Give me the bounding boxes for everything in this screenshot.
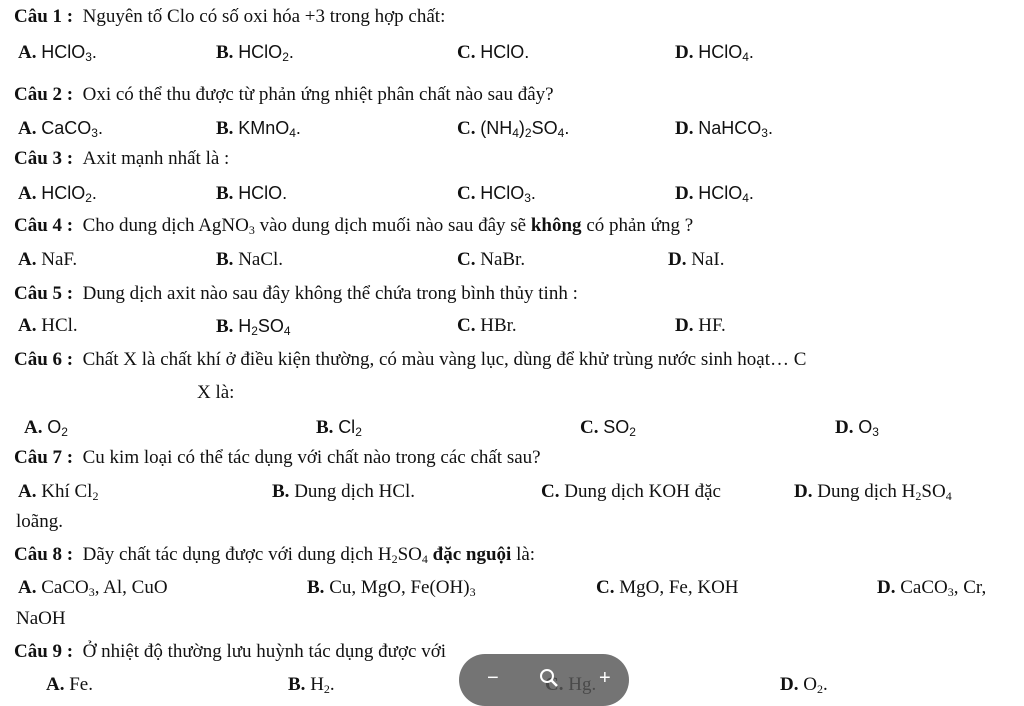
option-8-wrap: NaOH — [16, 608, 66, 629]
option-4c: C. NaBr. — [457, 249, 526, 270]
option-7b: B. Dung dịch HCl. — [272, 481, 416, 502]
question-6-continuation: X là: — [197, 382, 235, 403]
zoom-control — [459, 654, 629, 706]
option-1a: A. HClO$_3$. — [18, 42, 97, 64]
option-8d: D. CaCO$_3$, Cr, — [877, 577, 987, 599]
option-7d: D. Dung dịch $H_2SO_4$ — [794, 481, 952, 503]
option-5c: C. HBr. — [457, 315, 517, 336]
option-4a: A. NaF. — [18, 249, 78, 270]
option-5a: A. HCl. — [18, 315, 78, 336]
option-3b: B. HClO. — [216, 183, 288, 204]
option-4d: D. NaI. — [668, 249, 725, 270]
option-6c: C. $SO_2$ — [580, 417, 636, 439]
option-8a: A. CaCO$_3$, Al, CuO — [18, 577, 168, 599]
option-4b: B. NaCl. — [216, 249, 284, 270]
zoom-in-button[interactable]: + — [599, 667, 611, 689]
option-9a: A. Fe. — [46, 674, 93, 695]
option-6a: A. $O_2$ — [24, 417, 68, 439]
question-text: Nguyên tố Clo có số oxi hóa +3 trong hợp chất: — [82, 6, 446, 27]
zoom-out-button[interactable]: − — [487, 667, 499, 689]
option-2d: D. NaHCO$_3$. — [675, 118, 773, 140]
question-2: Câu 2 : Oxi có thể thu được từ phản ứng nhiệt phân chất nào sau đây? — [14, 84, 554, 105]
option-8b: B. Cu, MgO, $Fe(OH)_3$ — [307, 577, 476, 599]
question-9: Câu 9 : Ở nhiệt độ thường lưu huỳnh tác dụng được với — [14, 641, 447, 662]
option-9d: D. $O_2$. — [780, 674, 828, 696]
option-9b: B. $H_2$. — [288, 674, 335, 696]
option-1b: B. HClO$_2$. — [216, 42, 294, 64]
option-5b: B. $H_2SO_4$ — [216, 316, 291, 338]
option-2c: C. $(NH_4)_2SO_4$. — [457, 118, 570, 140]
option-3d: D. HClO$_4$. — [675, 183, 754, 205]
option-5d: D. HF. — [675, 315, 726, 336]
question-6: Câu 6 : Chất X là chất khí ở điều kiện thường, có màu vàng lục, dùng để khử trùng nước sinh hoạt… C — [14, 349, 807, 370]
option-7-wrap: loãng. — [16, 511, 63, 532]
option-2a: A. CaCO$_3$. — [18, 118, 103, 140]
option-3c: C. HClO$_3$. — [457, 183, 536, 205]
option-6b: B. $Cl_2$ — [316, 417, 362, 439]
zoom-icon[interactable] — [539, 668, 559, 692]
option-2b: B. KMnO$_4$. — [216, 118, 301, 140]
option-3a: A. HClO$_2$. — [18, 183, 97, 205]
question-7: Câu 7 : Cu kim loại có thể tác dụng với chất nào trong các chất sau? — [14, 447, 541, 468]
option-6d: D. $O_3$ — [835, 417, 879, 439]
question-label: Câu 1 : — [14, 6, 74, 27]
question-4: Câu 4 : Cho dung dịch AgNO$_3$ vào dung dịch muối nào sau đây sẽ không có phản ứng ? — [14, 215, 694, 237]
question-5: Câu 5 : Dung dịch axit nào sau đây không thể chứa trong bình thủy tinh : — [14, 283, 578, 304]
question-8: Câu 8 : Dãy chất tác dụng được với dung dịch $H_2SO_4$ đặc nguội là: — [14, 544, 536, 566]
option-8c: C. MgO, Fe, KOH — [596, 577, 739, 598]
question-3: Câu 3 : Axit mạnh nhất là : — [14, 148, 230, 169]
option-1d: D. HClO$_4$. — [675, 42, 754, 64]
question-1 — [14, 6, 445, 28]
option-7a: A. Khí $Cl_2$ — [18, 481, 99, 503]
option-1c: C. HClO. — [457, 42, 530, 63]
option-7c: C. Dung dịch KOH đặc — [541, 481, 721, 502]
